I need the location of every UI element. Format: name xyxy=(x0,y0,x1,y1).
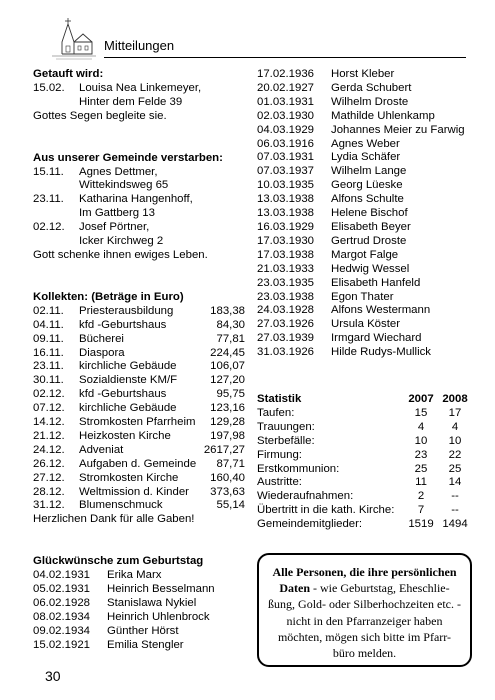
header-divider xyxy=(104,57,466,58)
birthdays-heading: Glückwünsche zum Geburtstag xyxy=(33,555,204,568)
birthday-name: Stanislawa Nykiel xyxy=(107,597,197,609)
birthday-date: 06.03.1916 xyxy=(257,137,315,150)
birthday-row xyxy=(33,625,245,639)
collection-amount: 2617,27 xyxy=(203,443,245,456)
deceased-closing: Gott schenke ihnen ewiges Leben. xyxy=(33,248,208,261)
birthday-row xyxy=(257,221,472,235)
statistics-value-2007: 11 xyxy=(415,476,427,489)
birthday-row xyxy=(257,249,472,263)
statistics-value-2008: 1494 xyxy=(442,518,468,531)
birthday-row xyxy=(257,291,472,305)
birthday-date: 20.02.1927 xyxy=(257,81,315,94)
left-column xyxy=(33,68,245,653)
birthday-row xyxy=(33,569,245,583)
collection-row xyxy=(33,402,245,416)
collection-date: 26.12. xyxy=(33,457,65,470)
statistics-label: Trauungen: xyxy=(257,420,315,433)
birthday-date: 23.03.1938 xyxy=(257,290,315,303)
birthday-row xyxy=(257,124,472,138)
birthday-date: 17.02.1936 xyxy=(257,68,315,80)
baptized-entry xyxy=(33,82,245,96)
birthday-date: 02.03.1930 xyxy=(257,109,315,122)
birthday-date: 21.03.1933 xyxy=(257,262,315,275)
collection-date: 07.12. xyxy=(33,402,65,415)
birthday-name: Hedwig Wessel xyxy=(331,262,410,275)
birthday-name: Heinrich Besselmann xyxy=(107,583,215,596)
collection-purpose: Bücherei xyxy=(79,332,124,345)
birthday-name: Wilhelm Droste xyxy=(331,95,409,108)
deceased-address: Icker Kirchweg 2 xyxy=(79,235,164,248)
statistics-value-2008: 14 xyxy=(448,476,462,489)
birthday-date: 04.02.1931 xyxy=(33,569,91,582)
birthday-list-right xyxy=(257,68,472,360)
birthday-name: Gerda Schubert xyxy=(331,81,412,94)
statistics-label: Übertritt in die kath. Kirche: xyxy=(257,504,395,517)
collection-date: 16.11. xyxy=(33,346,64,359)
statistics-row xyxy=(257,490,472,504)
collection-date: 31.12. xyxy=(33,499,65,512)
statistics-heading: Statistik xyxy=(257,393,302,405)
birthday-date: 07.03.1931 xyxy=(257,151,315,164)
birthday-date: 06.02.1928 xyxy=(33,597,91,609)
statistics-value-2007: 25 xyxy=(414,462,428,475)
birthday-name: Elisabeth Hanfeld xyxy=(331,276,421,289)
collection-purpose: Weltmission d. Kinder xyxy=(79,485,189,498)
collection-date: 23.11. xyxy=(33,360,64,373)
collection-amount: 106,07 xyxy=(210,360,245,373)
birthday-row xyxy=(33,611,245,625)
birthday-name: Hilde Rudys-Mullick xyxy=(331,346,432,359)
birthday-name: Emilia Stengler xyxy=(107,638,184,651)
notice-text: - wie Geburtstag, Eheschlie-ßung, Gold- oder Silberhochzeiten etc. - nicht in den Pfarranzeiger haben möchten, mögen sich bitte im Pfarr-büro melden. xyxy=(268,581,461,661)
birthday-date: 17.03.1930 xyxy=(257,234,315,247)
collection-row xyxy=(33,416,245,430)
collection-date: 28.12. xyxy=(33,485,65,498)
statistics-year-2007: 2007 xyxy=(408,393,434,405)
collection-date: 14.12. xyxy=(33,416,65,429)
deceased-date: 15.11. xyxy=(33,165,64,178)
deceased-name: Josef Pörtner, xyxy=(79,221,150,234)
collection-row xyxy=(33,486,245,500)
statistics-value-2008: 17 xyxy=(448,406,462,419)
birthday-name: Erika Marx xyxy=(107,569,162,582)
collection-date: 27.12. xyxy=(33,471,65,484)
birthday-name: Gertrud Droste xyxy=(331,234,407,247)
statistics-value-2007: 4 xyxy=(417,420,425,433)
birthday-name: Agnes Weber xyxy=(331,137,400,150)
collection-row xyxy=(33,347,245,361)
collection-amount: 87,71 xyxy=(216,457,245,470)
birthday-name: Egon Thater xyxy=(331,290,394,303)
statistics-value-2008: 4 xyxy=(451,420,459,433)
deceased-address: Wittekindsweg 65 xyxy=(79,179,169,192)
collection-row xyxy=(33,444,245,458)
birthday-list-left xyxy=(33,569,245,652)
birthday-date: 27.03.1926 xyxy=(257,318,315,331)
collection-amount: 183,38 xyxy=(210,304,245,317)
birthday-name: Wilhelm Lange xyxy=(331,165,407,178)
collection-date: 21.12. xyxy=(33,429,65,442)
statistics-value-2008: -- xyxy=(451,490,459,503)
birthday-name: Ursula Köster xyxy=(331,318,401,331)
statistics-value-2007: 1519 xyxy=(408,518,434,531)
baptized-blessing: Gottes Segen begleite sie. xyxy=(33,109,167,122)
birthday-date: 09.02.1934 xyxy=(33,624,91,637)
birthday-row xyxy=(257,277,472,291)
birthday-name: Lydia Schäfer xyxy=(331,151,401,164)
statistics-value-2008: 25 xyxy=(448,462,462,475)
birthday-row xyxy=(257,151,472,165)
statistics-header xyxy=(257,393,472,407)
statistics-row xyxy=(257,476,472,490)
deceased-date: 23.11. xyxy=(33,193,64,206)
birthday-row xyxy=(257,165,472,179)
collection-date: 02.12. xyxy=(33,388,65,401)
birthday-date: 17.03.1938 xyxy=(257,248,315,261)
birthday-date: 27.03.1939 xyxy=(257,332,315,345)
statistics-year-2008: 2008 xyxy=(442,393,468,405)
statistics-label: Austritte: xyxy=(257,476,302,489)
birthday-name: Alfons Schulte xyxy=(331,193,404,206)
collections-thanks: Herzlichen Dank für alle Gaben! xyxy=(33,513,195,526)
baptized-name: Louisa Nea Linkemeyer, xyxy=(79,81,202,94)
statistics-label: Wiederaufnahmen: xyxy=(257,490,354,503)
birthday-row xyxy=(257,68,472,82)
statistics-value-2007: 10 xyxy=(414,434,428,447)
birthday-row xyxy=(257,332,472,346)
birthday-row xyxy=(257,110,472,124)
statistics-label: Erstkommunion: xyxy=(257,462,340,475)
birthday-date: 15.02.1921 xyxy=(33,638,91,651)
birthday-name: Georg Lüeske xyxy=(331,179,403,192)
birthday-row xyxy=(257,235,472,249)
birthday-name: Heinrich Uhlenbrock xyxy=(107,610,210,623)
collection-purpose: Adveniat xyxy=(79,443,124,456)
birthday-date: 08.02.1934 xyxy=(33,610,91,623)
birthday-date: 07.03.1937 xyxy=(257,165,315,178)
birthday-row xyxy=(257,193,472,207)
collection-row xyxy=(33,374,245,388)
statistics-value-2007: 2 xyxy=(417,490,425,503)
collection-amount: 84,30 xyxy=(216,318,245,331)
statistics-value-2007: 7 xyxy=(417,504,425,517)
collection-purpose: Heizkosten Kirche xyxy=(79,429,171,442)
collection-purpose: kirchliche Gebäude xyxy=(79,360,177,373)
collection-amount: 55,14 xyxy=(216,499,245,512)
collection-date: 09.11. xyxy=(33,332,64,345)
birthday-date: 16.03.1929 xyxy=(257,220,315,233)
collection-row xyxy=(33,305,245,319)
collection-amount: 77,81 xyxy=(216,332,245,345)
statistics-value-2008: 10 xyxy=(448,434,462,447)
statistics-row xyxy=(257,449,472,463)
statistics-value-2007: 23 xyxy=(414,448,428,461)
birthday-name: Mathilde Uhlenkamp xyxy=(331,109,435,122)
birthday-name: Margot Falge xyxy=(331,248,399,261)
collection-row xyxy=(33,458,245,472)
statistics-label: Gemeindemitglieder: xyxy=(257,518,363,531)
birthday-date: 05.02.1931 xyxy=(33,583,91,596)
birthday-row xyxy=(257,96,472,110)
birthday-date: 01.03.1931 xyxy=(257,95,315,108)
baptized-address: Hinter dem Felde 39 xyxy=(79,95,183,108)
collection-amount: 373,63 xyxy=(210,485,245,498)
deceased-entry xyxy=(33,193,245,207)
statistics-row xyxy=(257,435,472,449)
birthday-name: Elisabeth Beyer xyxy=(331,220,411,233)
collection-purpose: Aufgaben d. Gemeinde xyxy=(79,457,197,470)
birthday-name: Johannes Meier zu Farwig xyxy=(331,123,465,136)
collection-row xyxy=(33,430,245,444)
deceased-address: Im Gattberg 13 xyxy=(79,207,155,220)
statistics-row xyxy=(257,421,472,435)
notice-bold-text: Alle Personen, die ihre persönlichen Daten xyxy=(272,565,457,596)
collection-amount: 224,45 xyxy=(210,346,245,359)
church-logo xyxy=(48,16,100,62)
birthday-row xyxy=(257,82,472,96)
birthday-name: Günther Hörst xyxy=(107,624,179,637)
collection-amount: 123,16 xyxy=(210,402,245,415)
statistics-label: Taufen: xyxy=(257,406,295,419)
statistics-value-2008: -- xyxy=(451,504,459,517)
collection-row xyxy=(33,319,245,333)
statistics-row xyxy=(257,407,472,421)
collection-amount: 129,28 xyxy=(210,416,245,429)
collection-purpose: Sozialdienste KM/F xyxy=(79,374,178,387)
deceased-date: 02.12. xyxy=(33,221,65,234)
deceased-entry xyxy=(33,166,245,180)
collection-date: 24.12. xyxy=(33,443,65,456)
collection-purpose: kfd -Geburtshaus xyxy=(79,318,167,331)
statistics-value-2008: 22 xyxy=(448,448,462,461)
collection-purpose: Stromkosten Kirche xyxy=(79,471,179,484)
collection-date: 02.11. xyxy=(33,304,64,317)
birthday-date: 23.03.1935 xyxy=(257,276,315,289)
birthday-name: Horst Kleber xyxy=(331,68,395,80)
birthday-date: 13.03.1938 xyxy=(257,207,315,220)
collection-amount: 197,98 xyxy=(210,429,245,442)
birthday-row xyxy=(257,304,472,318)
birthday-name: Irmgard Wiechard xyxy=(331,332,422,345)
birthday-row xyxy=(257,263,472,277)
collection-purpose: Blumenschmuck xyxy=(79,499,163,512)
statistics-label: Firmung: xyxy=(257,448,302,461)
birthday-name: Helene Bischof xyxy=(331,207,408,220)
statistics-table xyxy=(257,393,472,532)
birthday-date: 04.03.1929 xyxy=(257,123,315,136)
page-title: Mitteilungen xyxy=(104,38,175,53)
deceased-name: Agnes Dettmer, xyxy=(79,165,158,178)
birthday-date: 24.03.1928 xyxy=(257,304,315,317)
statistics-row xyxy=(257,504,472,518)
collection-row xyxy=(33,388,245,402)
birthday-date: 31.03.1926 xyxy=(257,346,315,359)
collection-row xyxy=(33,333,245,347)
birthday-name: Alfons Westermann xyxy=(331,304,431,317)
birthday-row xyxy=(33,597,245,611)
collections-heading: Kollekten: (Beträge in Euro) xyxy=(33,290,184,303)
birthday-date: 10.03.1935 xyxy=(257,179,315,192)
birthday-row xyxy=(257,179,472,193)
collection-purpose: Diaspora xyxy=(79,346,125,359)
birthday-row xyxy=(33,639,245,653)
birthday-row xyxy=(257,346,472,360)
collection-purpose: Priesterausbildung xyxy=(79,304,174,317)
collection-date: 04.11. xyxy=(33,318,64,331)
statistics-value-2007: 15 xyxy=(414,406,428,419)
birthday-date: 13.03.1938 xyxy=(257,193,315,206)
deceased-name: Katharina Hangenhoff, xyxy=(79,193,193,206)
collection-amount: 95,75 xyxy=(216,388,245,401)
page-number: 30 xyxy=(45,668,61,684)
baptized-heading: Getauft wird: xyxy=(33,68,104,80)
birthday-row xyxy=(257,138,472,152)
birthday-row xyxy=(257,318,472,332)
collection-row xyxy=(33,360,245,374)
collection-purpose: kirchliche Gebäude xyxy=(79,402,177,415)
collection-purpose: kfd -Geburtshaus xyxy=(79,388,167,401)
deceased-heading: Aus unserer Gemeinde verstarben: xyxy=(33,151,223,164)
collection-row xyxy=(33,499,245,513)
deceased-entry xyxy=(33,221,245,235)
collections-table xyxy=(33,305,245,514)
birthday-row xyxy=(33,583,245,597)
collection-amount: 127,20 xyxy=(210,374,245,387)
collection-date: 30.11. xyxy=(33,374,64,387)
statistics-row xyxy=(257,518,472,532)
privacy-notice-box xyxy=(257,553,472,667)
collection-row xyxy=(33,472,245,486)
collection-purpose: Stromkosten Pfarrheim xyxy=(79,416,196,429)
collection-amount: 160,40 xyxy=(210,471,245,484)
baptized-date: 15.02. xyxy=(33,81,65,94)
statistics-label: Sterbefälle: xyxy=(257,434,315,447)
birthday-row xyxy=(257,207,472,221)
statistics-row xyxy=(257,463,472,477)
